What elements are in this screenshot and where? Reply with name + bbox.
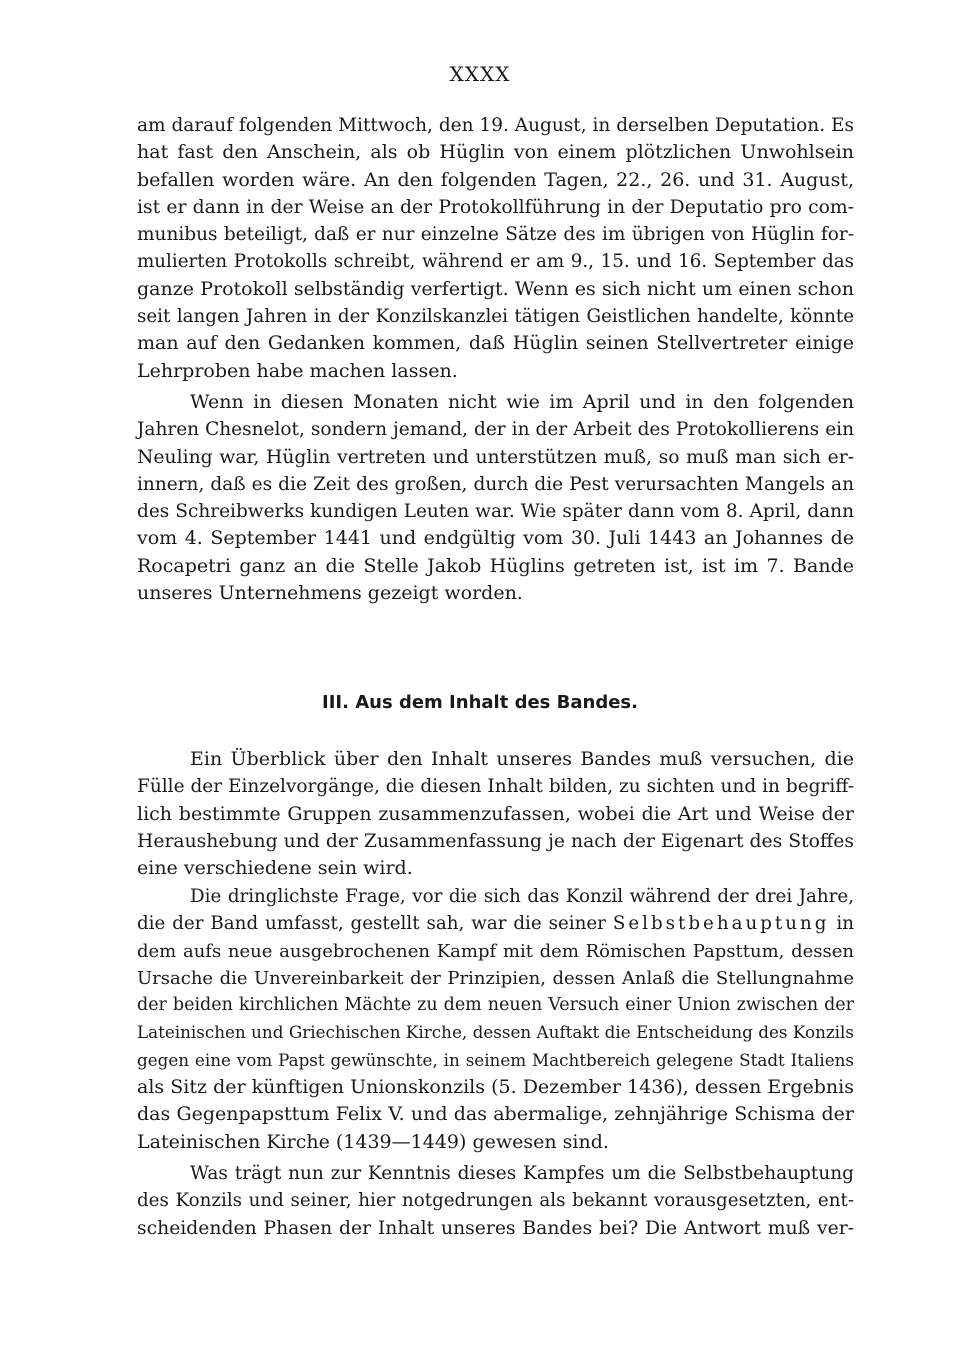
paragraph-1 <box>137 112 854 385</box>
text-line: Lateinischen Kirche (1439—1449) gewesen sind. <box>137 1130 609 1153</box>
text-line: befallen worden wäre. An den folgenden Tagen, 22., 26. und 31. August, <box>137 168 854 191</box>
text-line: Heraushebung und der Zusammenfassung je nach der Eigenart des Stoffes <box>137 830 854 852</box>
text-line <box>137 910 854 937</box>
text-line: Lateinischen und Griechischen Kirche, dessen Auftakt die Entscheidung des Konzils <box>137 1022 854 1043</box>
text-line: unseres Unternehmens gezeigt worden. <box>137 582 523 605</box>
text-line: eine verschiedene sein wird. <box>137 857 413 880</box>
text-line: Die dringlichste Frage, vor die sich das Konzil während der drei Jahre, <box>190 886 854 907</box>
text-segment: in <box>836 913 854 935</box>
text-line: ganze Protokoll selbständig verfertigt. Wenn es sich nicht um einen schon <box>137 277 854 300</box>
text-line: vom 4. September 1441 und endgültig vom 30. Juli 1443 an Johannes de <box>137 527 854 550</box>
text-line: lich bestimmte Gruppen zusammenzufassen, wobei die Art und Weise der <box>137 802 854 825</box>
text-line: Lehrproben habe machen lassen. <box>137 359 458 382</box>
text-line: ist er dann in der Weise an der Protokollführung in der Deputatio pro com- <box>137 196 854 218</box>
section-heading: III. Aus dem Inhalt des Bandes. <box>322 692 638 713</box>
text-line: mulierten Protokolls schreibt, während er am 9., 15. und 16. September das <box>137 251 854 273</box>
text-line: hat fast den Anschein, als ob Hüglin von einem plötzlichen Unwohlsein <box>137 141 854 164</box>
text-line: Ursache die Unvereinbarkeit der Prinzipien, dessen Anlaß die Stellungnahme <box>137 967 854 989</box>
paragraph-3 <box>137 746 854 882</box>
text-line: gegen eine vom Papst gewünschte, in seinem Machtbereich gelegene Stadt Italiens <box>137 1049 854 1070</box>
paragraph-4 <box>137 883 854 1156</box>
text-line: Was trägt nun zur Kenntnis dieses Kampfes um die Selbstbehauptung <box>190 1163 854 1184</box>
text-line: Neuling war, Hüglin vertreten und unterstützen muß, so muß man sich er- <box>137 446 854 468</box>
text-line: als Sitz der künftigen Unionskonzils (5. Dezember 1436), dessen Ergebnis <box>137 1076 854 1099</box>
text-line: das Gegenpapsttum Felix V. und das abermalige, zehnjährige Schisma der <box>137 1103 854 1126</box>
text-line: scheidenden Phasen der Inhalt unseres Bandes bei? Die Antwort muß ver- <box>137 1217 854 1239</box>
emphasized-term: Selbstbehauptung <box>612 913 830 935</box>
text-line: Fülle der Einzelvorgänge, die diesen Inhalt bilden, zu sichten und in begriff- <box>137 776 854 798</box>
text-line: man auf den Gedanken kommen, daß Hüglin seinen Stellvertreter einige <box>137 332 854 355</box>
text-line: innern, daß es die Zeit des großen, durch die Pest verursachten Mangels an <box>137 473 854 495</box>
text-line: seit langen Jahren in der Konzilskanzlei tätigen Geistlichen handelte, könnte <box>137 306 854 328</box>
text-line: Rocapetri ganz an die Stelle Jakob Hüglins getreten ist, ist im 7. Bande <box>137 554 854 577</box>
text-line: der beiden kirchlichen Mächte zu dem neuen Versuch einer Union zwischen der <box>137 995 854 1016</box>
text-line: des Schreibwerks kundigen Leuten war. Wie später dann vom 8. April, dann <box>137 501 854 523</box>
text-line: am darauf folgenden Mittwoch, den 19. August, in derselben Deputation. Es <box>137 115 854 136</box>
text-line: Jahren Chesnelot, sondern jemand, der in der Arbeit des Protokollierens ein <box>137 419 854 441</box>
paragraph-5 <box>137 1160 854 1242</box>
paragraph-2 <box>137 389 854 607</box>
text-line: des Konzils und seiner, hier notgedrungen als bekannt vorausgesetzten, ent- <box>137 1190 854 1212</box>
text-segment: die der Band umfasst, gestellt sah, war die seiner <box>137 913 606 935</box>
page-number: XXXX <box>449 62 511 86</box>
text-line: Ein Überblick über den Inhalt unseres Bandes muß versuchen, die <box>190 748 854 770</box>
text-line: dem aufs neue ausgebrochenen Kampf mit dem Römischen Papsttum, dessen <box>137 940 854 962</box>
text-line: Wenn in diesen Monaten nicht wie im April und in den folgenden <box>190 391 854 413</box>
text-line: munibus beteiligt, daß er nur einzelne Sätze des im übrigen von Hüglin for- <box>137 224 854 246</box>
